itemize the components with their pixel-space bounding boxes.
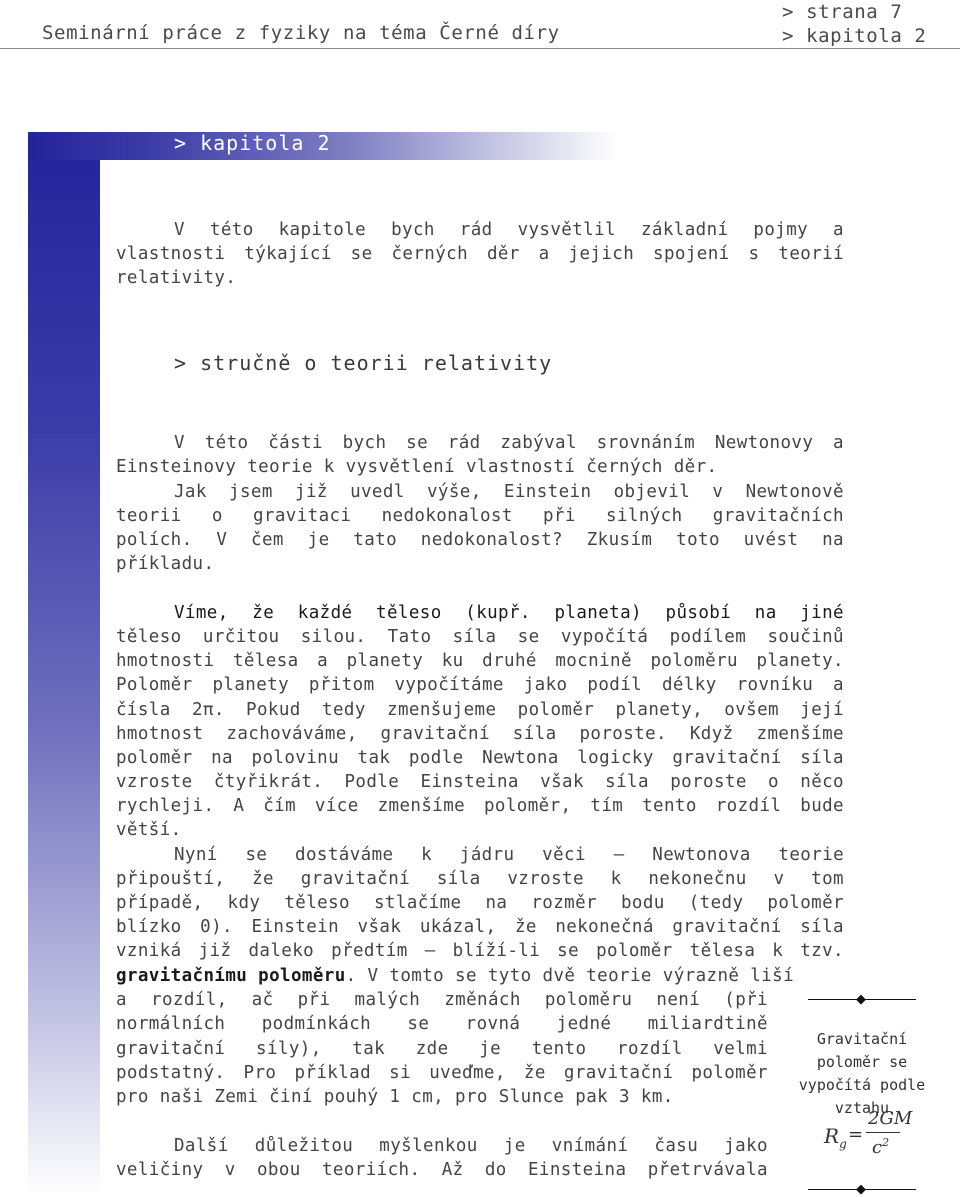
header-title: Seminární práce z fyziky na téma Černé díry — [42, 22, 560, 44]
paragraph-line: hmotnost zachováváme, gravitační síla poroste. Když zmenšíme — [116, 724, 844, 744]
paragraph-line: čísla 2π. Pokud tedy zmenšujeme poloměr planety, ovšem její — [116, 700, 844, 720]
header-page: > strana 7 — [782, 1, 903, 23]
paragraph-line: vzniká již daleko předtím – blíží-li se poloměr tělesa k tzv. — [116, 941, 844, 961]
formula-lhs: $R_g$ — [824, 1124, 847, 1151]
header-chapter: > kapitola 2 — [782, 25, 927, 47]
fraction-bar — [866, 1132, 900, 1133]
paragraph-fragment: . V tomto se tyto dvě teorie výrazně liší — [345, 966, 795, 986]
side-note-line: poloměr se — [816, 1053, 908, 1071]
paragraph-line: a rozdíl, ač při malých změnách poloměru není (při — [116, 990, 768, 1010]
paragraph-line: polích. V čem je tato nedokonalost? Zkusím toto uvést na — [116, 530, 844, 550]
paragraph-line: připouští, že gravitační síla vzroste k nekonečnu v tom — [116, 869, 844, 889]
paragraph-line: Nyní se dostáváme k jádru věci – Newtonova teorie — [174, 845, 844, 865]
formula-denominator: $c^2$ — [872, 1136, 890, 1158]
paragraph-line: Jak jsem již uvedl výše, Einstein objevil v Newtonově — [174, 482, 844, 502]
paragraph-line: poloměr na polovinu tak podle Newtona logicky gravitační síla — [116, 748, 844, 768]
side-note-line: vztahu — [834, 1099, 890, 1117]
side-gradient-bar — [28, 160, 100, 1196]
paragraph-line: příkladu. — [116, 554, 215, 574]
paragraph-line: teorii o gravitaci nedokonalost při silných gravitačních — [116, 506, 844, 526]
paragraph-line: větší. — [116, 820, 182, 840]
paragraph-line-mixed — [116, 964, 844, 988]
intro-line: vlastnosti týkající se černých děr a jejich spojení s teorií — [116, 244, 844, 264]
gravitational-radius-formula — [824, 1110, 914, 1162]
formula-equals: = — [848, 1124, 864, 1145]
paragraph-line: normálních podmínkách se rovná jedné miliardtině — [116, 1014, 768, 1034]
paragraph-line: V této části bych se rád zabýval srovnáním Newtonovy a — [174, 433, 844, 453]
paragraph-line: těleso určitou silou. Tato síla se vypočítá podílem součinů — [116, 627, 844, 647]
side-note-line: Gravitační — [816, 1030, 908, 1048]
paragraph-line: Einsteinovy teorie k vysvětlení vlastností černých děr. — [116, 457, 718, 477]
paragraph-line: vzroste čtyřikrát. Podle Einsteina však síla poroste o něco — [116, 772, 844, 792]
paragraph-line: Poloměr planety přitom vypočítáme jako podíl délky rovníku a — [116, 675, 844, 695]
section-heading: > stručně o teorii relativity — [174, 351, 553, 375]
paragraph-line: případě, kdy těleso stlačíme na rozměr bodu (tedy poloměr — [116, 893, 844, 913]
diamond-icon: ◆ — [856, 992, 866, 1007]
paragraph-line: podstatný. Pro příklad si uveďme, že gravitační poloměr — [116, 1063, 768, 1083]
side-note-line: vypočítá podle — [798, 1076, 926, 1094]
paragraph-line: hmotnosti tělesa a planety ku druhé mocnině poloměru planety. — [116, 651, 844, 671]
paragraph-line: Víme, že každé těleso (kupř. planeta) působí na jiné — [174, 603, 844, 623]
intro-line: V této kapitole bych rád vysvětlil základní pojmy a — [174, 220, 844, 240]
bold-term: gravitačnímu poloměru — [116, 966, 346, 986]
paragraph-line: pro naši Zemi činí pouhý 1 cm, pro Slunce pak 3 km. — [116, 1087, 674, 1107]
header-meta — [782, 0, 926, 48]
diamond-icon: ◆ — [856, 1182, 866, 1197]
chapter-heading: > kapitola 2 — [174, 131, 331, 155]
paragraph-line: veličiny v obou teoriích. Až do Einsteina přetrvávala — [116, 1160, 768, 1180]
side-note — [788, 1028, 936, 1120]
header-divider — [0, 48, 960, 49]
formula-numerator: 2GM — [868, 1108, 913, 1129]
paragraph-line: gravitační síly), tak zde je tento rozdíl velmi — [116, 1039, 768, 1059]
paragraph-line: rychleji. A čím více zmenšíme poloměr, tím tento rozdíl bude — [116, 796, 844, 816]
paragraph-line: blízko 0). Einstein však ukázal, že nekonečná gravitační síla — [116, 917, 844, 937]
intro-line: relativity. — [116, 268, 237, 288]
paragraph-line: Další důležitou myšlenkou je vnímání času jako — [174, 1136, 768, 1156]
